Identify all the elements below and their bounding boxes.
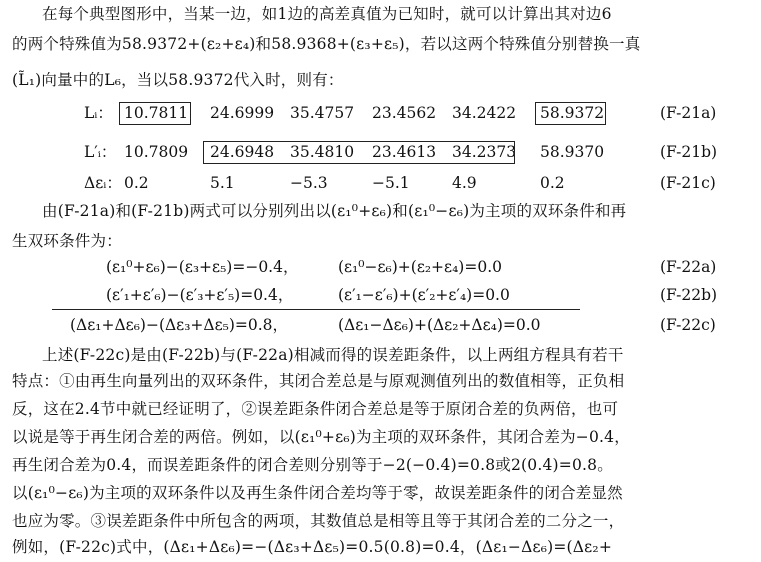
equation-left: (Δε₁+Δε₆)−(Δε₃+Δε₅)=0.8， — [70, 316, 289, 334]
row-label: L′ᵢ： — [84, 143, 117, 161]
value-cell: 24.6948 — [210, 143, 275, 161]
equation-number: (F-22c) — [660, 316, 716, 334]
equation-f22c — [0, 314, 761, 336]
equation-left: (ε₁⁰+ε₆)−(ε₃+ε₅)=−0.4， — [106, 258, 299, 276]
value-cell: 4.9 — [452, 174, 477, 192]
row-f21a — [0, 102, 761, 124]
para2-line2: 生双环条件为： — [12, 232, 122, 250]
row-f21c — [0, 172, 761, 194]
para3-line6: 以(ε₁⁰−ε₆)为主项的双环条件以及再生条件闭合差均等于零，故误差距条件的闭合差显然 — [12, 484, 623, 502]
para3-line1: 上述(F-22c)是由(F-22b)与(F-22a)相减而得的误差距条件，以上两组方程具有若干 — [42, 346, 624, 364]
para1-line2: 的两个特殊值为58.9372+(ε₂+ε₄)和58.9368+(ε₃+ε₅)，若以这两个特殊值分别替换一真 — [12, 35, 641, 53]
value-cell: 23.4562 — [372, 104, 437, 122]
value-cell: 0.2 — [124, 174, 149, 192]
value-cell: 58.9370 — [540, 143, 605, 161]
value-cell: 0.2 — [540, 174, 565, 192]
equation-number: (F-21b) — [660, 143, 718, 161]
subtraction-rule — [52, 309, 580, 310]
value-cell: −5.1 — [372, 174, 410, 192]
para3-line7: 也应为零。③误差距条件中所包含的两项，其数值总是相等且等于其闭合差的二分之一， — [12, 512, 625, 530]
value-cell: 10.7811 — [124, 104, 189, 122]
equation-number: (F-22b) — [660, 286, 718, 304]
highlight-box — [535, 102, 606, 125]
value-cell: 24.6999 — [210, 104, 275, 122]
para1-line1: 在每个典型图形中，当某一边，如1边的高差真值为已知时，就可以计算出其对边6 — [42, 5, 612, 23]
highlight-box — [119, 102, 191, 125]
para3-line3: 反，这在2.4节中就已经证明了，②误差距条件闭合差总是等于原闭合差的负两倍，也可 — [12, 400, 619, 418]
row-label: Lᵢ： — [84, 104, 113, 122]
value-cell: 5.1 — [210, 174, 235, 192]
para3-line8: 例如，(F-22c)式中，(Δε₁+Δε₆)=−(Δε₃+Δε₅)=0.5(0.8)=0.4，(Δε₁−Δε₆)=(Δε₂+ — [12, 538, 613, 556]
value-cell: 35.4757 — [290, 104, 355, 122]
para2-line1: 由(F-21a)和(F-21b)两式可以分别列出以(ε₁⁰+ε₆)和(ε₁⁰−ε₆)为主项的双环条件和再 — [42, 202, 627, 220]
highlight-box — [203, 141, 515, 164]
equation-number: (F-22a) — [660, 258, 717, 276]
para1-line3: (L̃₁)向量中的L₆，当以58.9372代入时，则有： — [12, 71, 344, 89]
equation-f22b — [0, 284, 761, 306]
para3-line5: 再生闭合差为0.4，而误差距条件的闭合差则分别等于−2(−0.4)=0.8或2(0.4)=0.8。 — [12, 456, 613, 474]
value-cell: 34.2373 — [452, 143, 517, 161]
equation-right: (ε′₁−ε′₆)+(ε′₂+ε′₄)=0.0 — [338, 286, 510, 304]
equation-left: (ε′₁+ε′₆)−(ε′₃+ε′₅)=0.4， — [106, 286, 294, 304]
equation-number: (F-21a) — [660, 104, 717, 122]
value-cell: 10.7809 — [124, 143, 189, 161]
equation-f22a — [0, 256, 761, 278]
row-label: Δεᵢ： — [84, 174, 122, 192]
value-cell: 23.4613 — [372, 143, 437, 161]
equation-number: (F-21c) — [660, 174, 716, 192]
para3-line2: 特点：①由再生向量列出的双环条件，其闭合差总是与原观测值列出的数值相等，正负相 — [12, 372, 625, 390]
value-cell: 58.9372 — [540, 104, 605, 122]
equation-right: (ε₁⁰−ε₆)+(ε₂+ε₄)=0.0 — [338, 258, 502, 276]
value-cell: 35.4810 — [290, 143, 355, 161]
para3-line4: 以说是等于再生闭合差的两倍。例如，以(ε₁⁰+ε₆)为主项的双环条件，其闭合差为−0.4， — [12, 428, 630, 446]
equation-right: (Δε₁−Δε₆)+(Δε₂+Δε₄)=0.0 — [338, 316, 541, 334]
value-cell: 34.2422 — [452, 104, 517, 122]
value-cell: −5.3 — [290, 174, 328, 192]
